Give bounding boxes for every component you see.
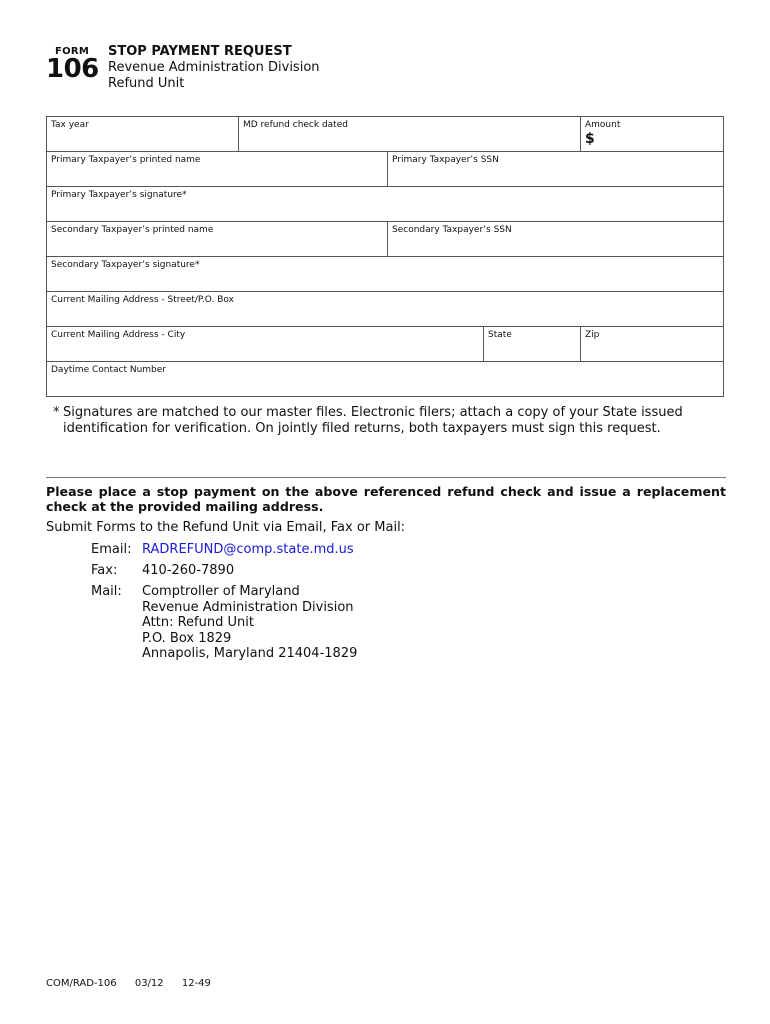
phone-field[interactable] [47,362,723,396]
field-label: Primary Taxpayer’s printed name [51,155,201,165]
asterisk: * [53,405,60,420]
address-line: Revenue Administration Division [142,599,354,615]
form-row [47,361,723,396]
email-label: Email: [91,542,132,557]
divider [46,477,726,478]
mailing-address [142,584,357,662]
field-label: Primary Taxpayer’s SSN [392,155,499,165]
unit-name: Refund Unit [108,76,185,91]
fax-label: Fax: [91,563,118,578]
field-label: Current Mailing Address - City [51,330,186,340]
page-subtitle [108,60,320,92]
address-line: Annapolis, Maryland 21404-1829 [142,646,358,661]
city-field[interactable] [47,327,483,361]
field-label: Current Mailing Address - Street/P.O. Box [51,295,234,305]
zip-field[interactable] [580,327,723,361]
form-row [47,221,723,256]
field-label: Secondary Taxpayer’s signature* [51,260,200,270]
secondary-ssn-field[interactable] [387,222,723,256]
footer-code: 12-49 [181,978,211,989]
field-label: Secondary Taxpayer’s printed name [51,225,214,235]
form-row [47,151,723,186]
state-field[interactable] [483,327,580,361]
field-label: Daytime Contact Number [51,365,166,375]
form-number: 106 [46,54,99,84]
form-row [47,117,723,151]
address-line: P.O. Box 1829 [142,630,232,646]
check-dated-field[interactable] [238,117,580,151]
email-link[interactable]: RADREFUND@comp.state.md.us [142,542,354,557]
secondary-signature-field[interactable] [47,257,723,291]
address-line: Attn: Refund Unit [142,615,254,630]
field-label: Zip [585,330,600,340]
amount-field[interactable] [580,117,723,151]
secondary-name-field[interactable] [47,222,387,256]
form-row [47,186,723,221]
field-label: Secondary Taxpayer’s SSN [392,225,512,235]
fax-number: 410-260-7890 [142,563,235,578]
form-row [47,326,723,361]
signature-note [53,405,713,437]
form-grid [46,116,724,397]
primary-ssn-field[interactable] [387,152,723,186]
field-label: Amount [585,120,621,130]
address-line: Comptroller of Maryland [142,584,300,599]
submit-instruction: Submit Forms to the Refund Unit via Email, Fax or Mail: [46,520,406,535]
footer [46,978,225,989]
form-row [47,291,723,326]
form-row [47,256,723,291]
mail-label: Mail: [91,584,122,599]
primary-name-field[interactable] [47,152,387,186]
division-name: Revenue Administration Division [108,60,320,75]
page-title: STOP PAYMENT REQUEST [108,44,292,59]
field-label: Primary Taxpayer’s signature* [51,190,187,200]
field-label: State [488,330,512,340]
revision-date: 03/12 [134,978,164,989]
form-label: FORM [55,46,90,57]
form-code: COM/RAD-106 [46,978,117,989]
field-label: Tax year [51,120,89,130]
field-label: MD refund check dated [243,120,348,130]
dollar-sign: $ [585,131,595,147]
tax-year-field[interactable] [47,117,238,151]
note-line: identification for verification. On jointly filed returns, both taxpayers must sign this request. [63,421,661,436]
primary-signature-field[interactable] [47,187,723,221]
note-line: Signatures are matched to our master files. Electronic filers; attach a copy of your State issued [63,405,683,420]
stop-payment-instruction: Please place a stop payment on the above referenced refund check and issue a replacement check at the provided mailing address. [46,484,726,514]
street-address-field[interactable] [47,292,723,326]
